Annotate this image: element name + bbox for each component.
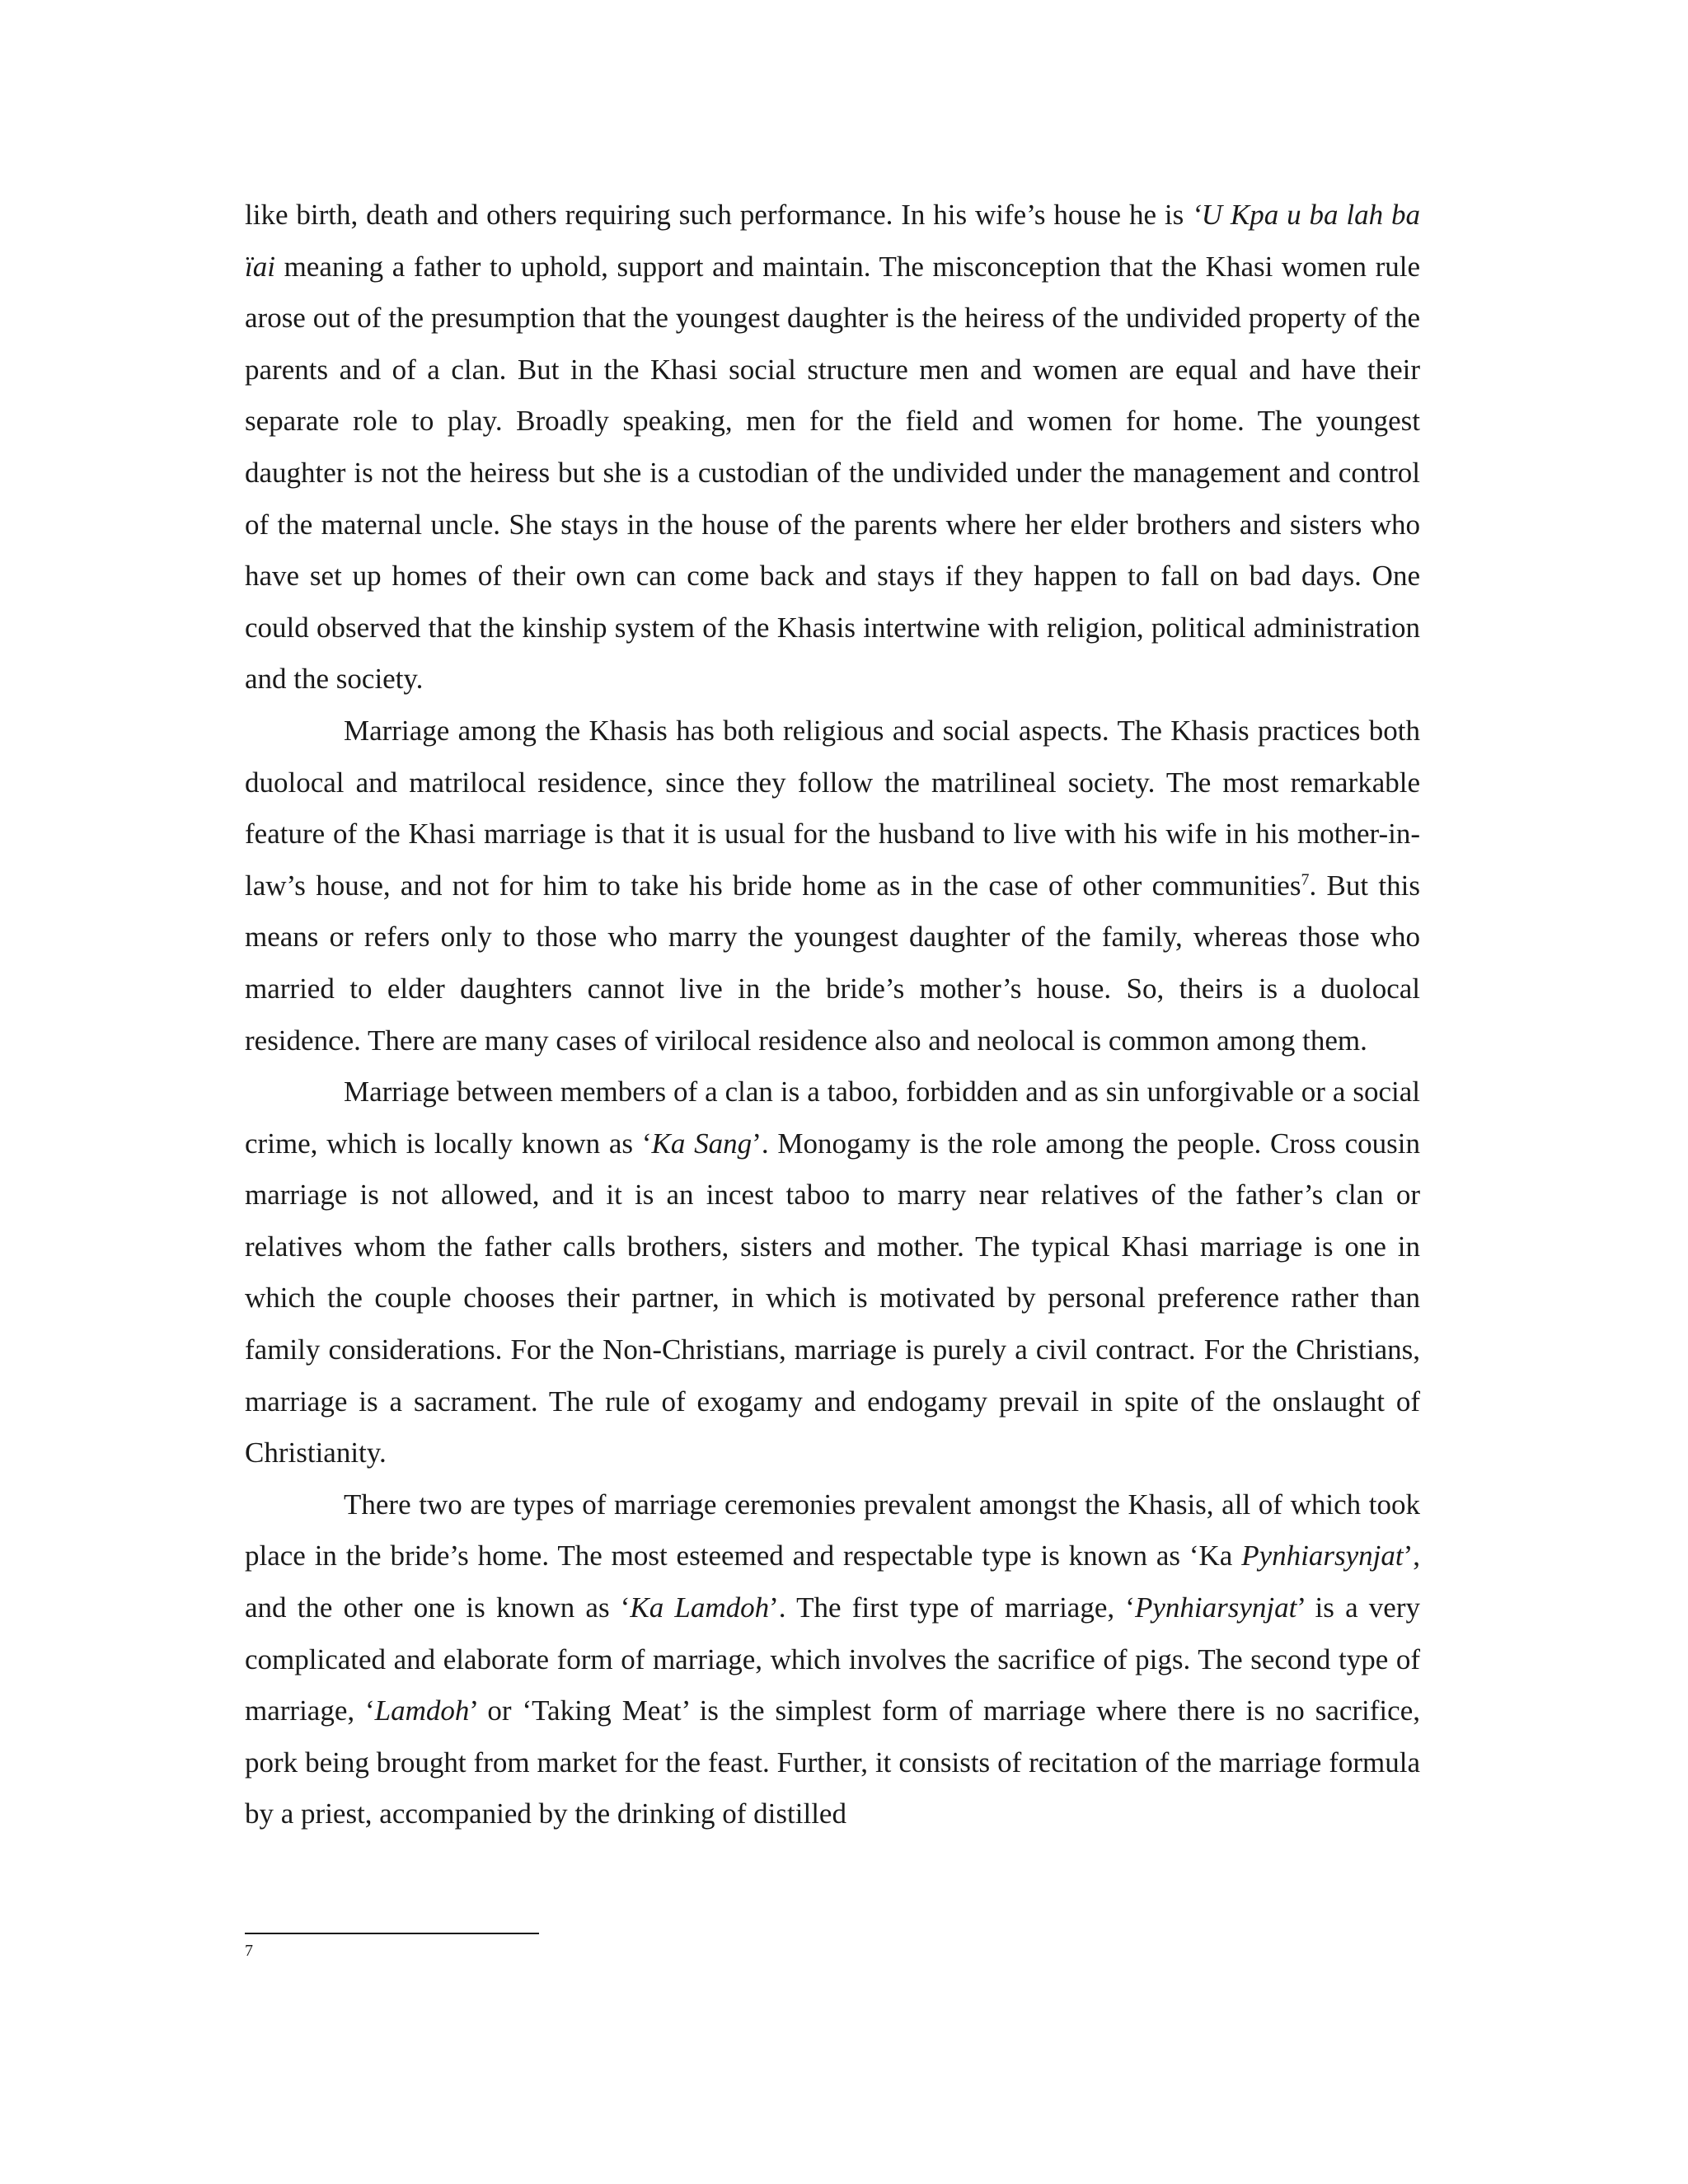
footnote-number: 7 [245,1942,253,1960]
paragraph [245,1479,1420,1840]
italic-term: Ka Sang [651,1127,753,1160]
text-run: ’, and the other one is known as ‘ [245,1540,1420,1624]
text-run: ’. The first type of marriage, ‘ [769,1591,1135,1624]
text-run: meaning a father to uphold, support and maintain. The misconception that the Khasi women rule arose out of the presumption that the youngest daughter is the heiress of the undivided property of the parents and of a clan. But in the Khasi social structure men and women are equal and have their separate role to play. Broadly speaking, men for the field and women for home. The youngest daughter is not the heiress but she is a custodian of the undivided under the management and control of the maternal uncle. She stays in the house of the parents where her elder brothers and sisters who have set up homes of their own can come back and stays if they happen to fall on bad days. One could observed that the kinship system of the Khasis intertwine with religion, political administration and the society. [245,250,1420,696]
paragraph [245,190,1420,705]
body-text [245,190,1420,1840]
paragraph [245,1066,1420,1479]
italic-term: ‘U Kpa u ba lah ba ïai [245,199,1421,283]
text-run: ’ is a very complicated and elaborate form of marriage, which involves the sacrifice of pigs. The second type of marriage, ‘ [245,1591,1420,1727]
text-run: Marriage among the Khasis has both religious and social aspects. The Khasis practices both duolocal and matrilocal residence, since they follow the matrilineal society. The most remarkable feature of the Khasi marriage is that it is usual for the husband to live with his wife in his mother-in- law’s house, and not for him to take his bride home as in the case of other communities [245,714,1420,902]
text-run: Marriage between members of a clan is a taboo, forbidden and as sin unforgivable or a social crime, which is locally known as ‘ [245,1076,1420,1160]
text-run: ’. Monogamy is the role among the people. Cross cousin marriage is not allowed, and it is an incest taboo to marry near relatives of the father’s clan or relatives whom the father calls brothers, sisters and mother. The typical Khasi marriage is one in which the couple chooses their partner, in which is motivated by personal preference rather than family considerations. For the Non-Christians, marriage is purely a civil contract. For the Christians, marriage is a sacrament. The rule of exogamy and endogamy prevail in spite of the onslaught of Christianity. [245,1127,1420,1469]
italic-term: Pynhiarsynjat [1134,1591,1297,1624]
text-run: . But this means or refers only to those who marry the youngest daughter of the family, whereas those who married to elder daughters cannot live in the bride’s mother’s house. So, theirs is a duolocal residence. There are many cases of virilocal residence also and neolocal is common among them. [245,869,1420,1057]
text-run: There two are types of marriage ceremonies prevalent amongst the Khasis, all of which took place in the bride’s home. The most esteemed and respectable type is known as ‘Ka [245,1488,1420,1572]
paragraph [245,705,1420,1066]
footnote-reference: 7 [1301,870,1310,889]
footnote-separator [245,1933,539,1934]
text-run: like birth, death and others requiring such performance. In his wife’s house he is [245,199,1193,231]
italic-term: Ka Lamdoh [630,1591,770,1624]
italic-term: Lamdoh [374,1694,470,1727]
italic-term: Pynhiarsynjat [1241,1540,1404,1572]
text-run: ’ or ‘Taking Meat’ is the simplest form of marriage where there is no sacrifice, pork being brought from market for the feast. Further, it consists of recitation of the marriage formula by a priest, accompanied by the drinking of distilled [245,1694,1420,1830]
